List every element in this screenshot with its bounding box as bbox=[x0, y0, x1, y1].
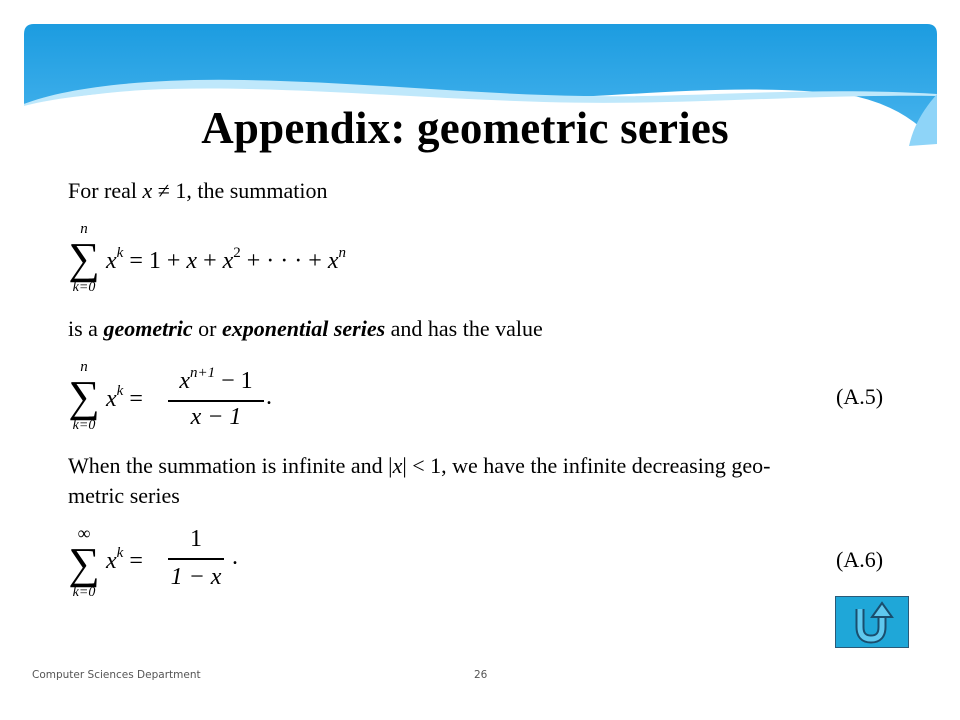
summation-sign: n ∑ k=0 bbox=[68, 359, 100, 433]
a5-period: . bbox=[266, 384, 272, 410]
summation-sign: n ∑ k=0 bbox=[68, 221, 100, 295]
equation-label-a6: (A.6) bbox=[836, 547, 884, 572]
slide-title: Appendix: geometric series bbox=[201, 103, 729, 153]
u-turn-back-icon bbox=[836, 597, 907, 646]
intro-line bbox=[68, 180, 328, 202]
a5-fraction-bar bbox=[168, 400, 264, 402]
series-terms: $x^k = 1 + x + x^2$ + · · · + $x^n$ bbox=[106, 245, 346, 274]
infinite-line: When the summation is infinite and |x| < 1, we have the infinite decreasing geo- bbox=[68, 453, 771, 478]
intro-text-rest: ≠ 1, the summation bbox=[152, 178, 328, 203]
infinite-line-cont: metric series bbox=[68, 483, 180, 508]
a6-lhs: $x^k$ = bbox=[106, 545, 143, 574]
term-exponential-series: exponential series bbox=[221, 316, 386, 341]
var-x: x bbox=[142, 178, 153, 203]
equation-label-a5: (A.5) bbox=[836, 384, 884, 409]
term-geometric: geometric bbox=[103, 316, 193, 341]
a5-lhs: $x^k$ = bbox=[106, 383, 143, 412]
a6-numerator: 1 bbox=[190, 526, 202, 552]
intro-text: For real bbox=[68, 178, 143, 203]
page-number: 26 bbox=[474, 669, 488, 681]
summation-sign: ∞ ∑ k=0 bbox=[68, 523, 100, 600]
a6-fraction-bar bbox=[168, 558, 224, 560]
a5-numerator: $x^{n+1} - 1$ bbox=[179, 365, 253, 394]
footer-department: Computer Sciences Department bbox=[32, 669, 201, 681]
a6-denominator: 1 − x bbox=[170, 564, 222, 590]
back-button[interactable] bbox=[835, 596, 909, 648]
a5-denominator: x − 1 bbox=[190, 404, 242, 430]
a6-period: . bbox=[232, 544, 238, 570]
definition-line: is a geometric or exponential series and has the value bbox=[68, 316, 543, 341]
